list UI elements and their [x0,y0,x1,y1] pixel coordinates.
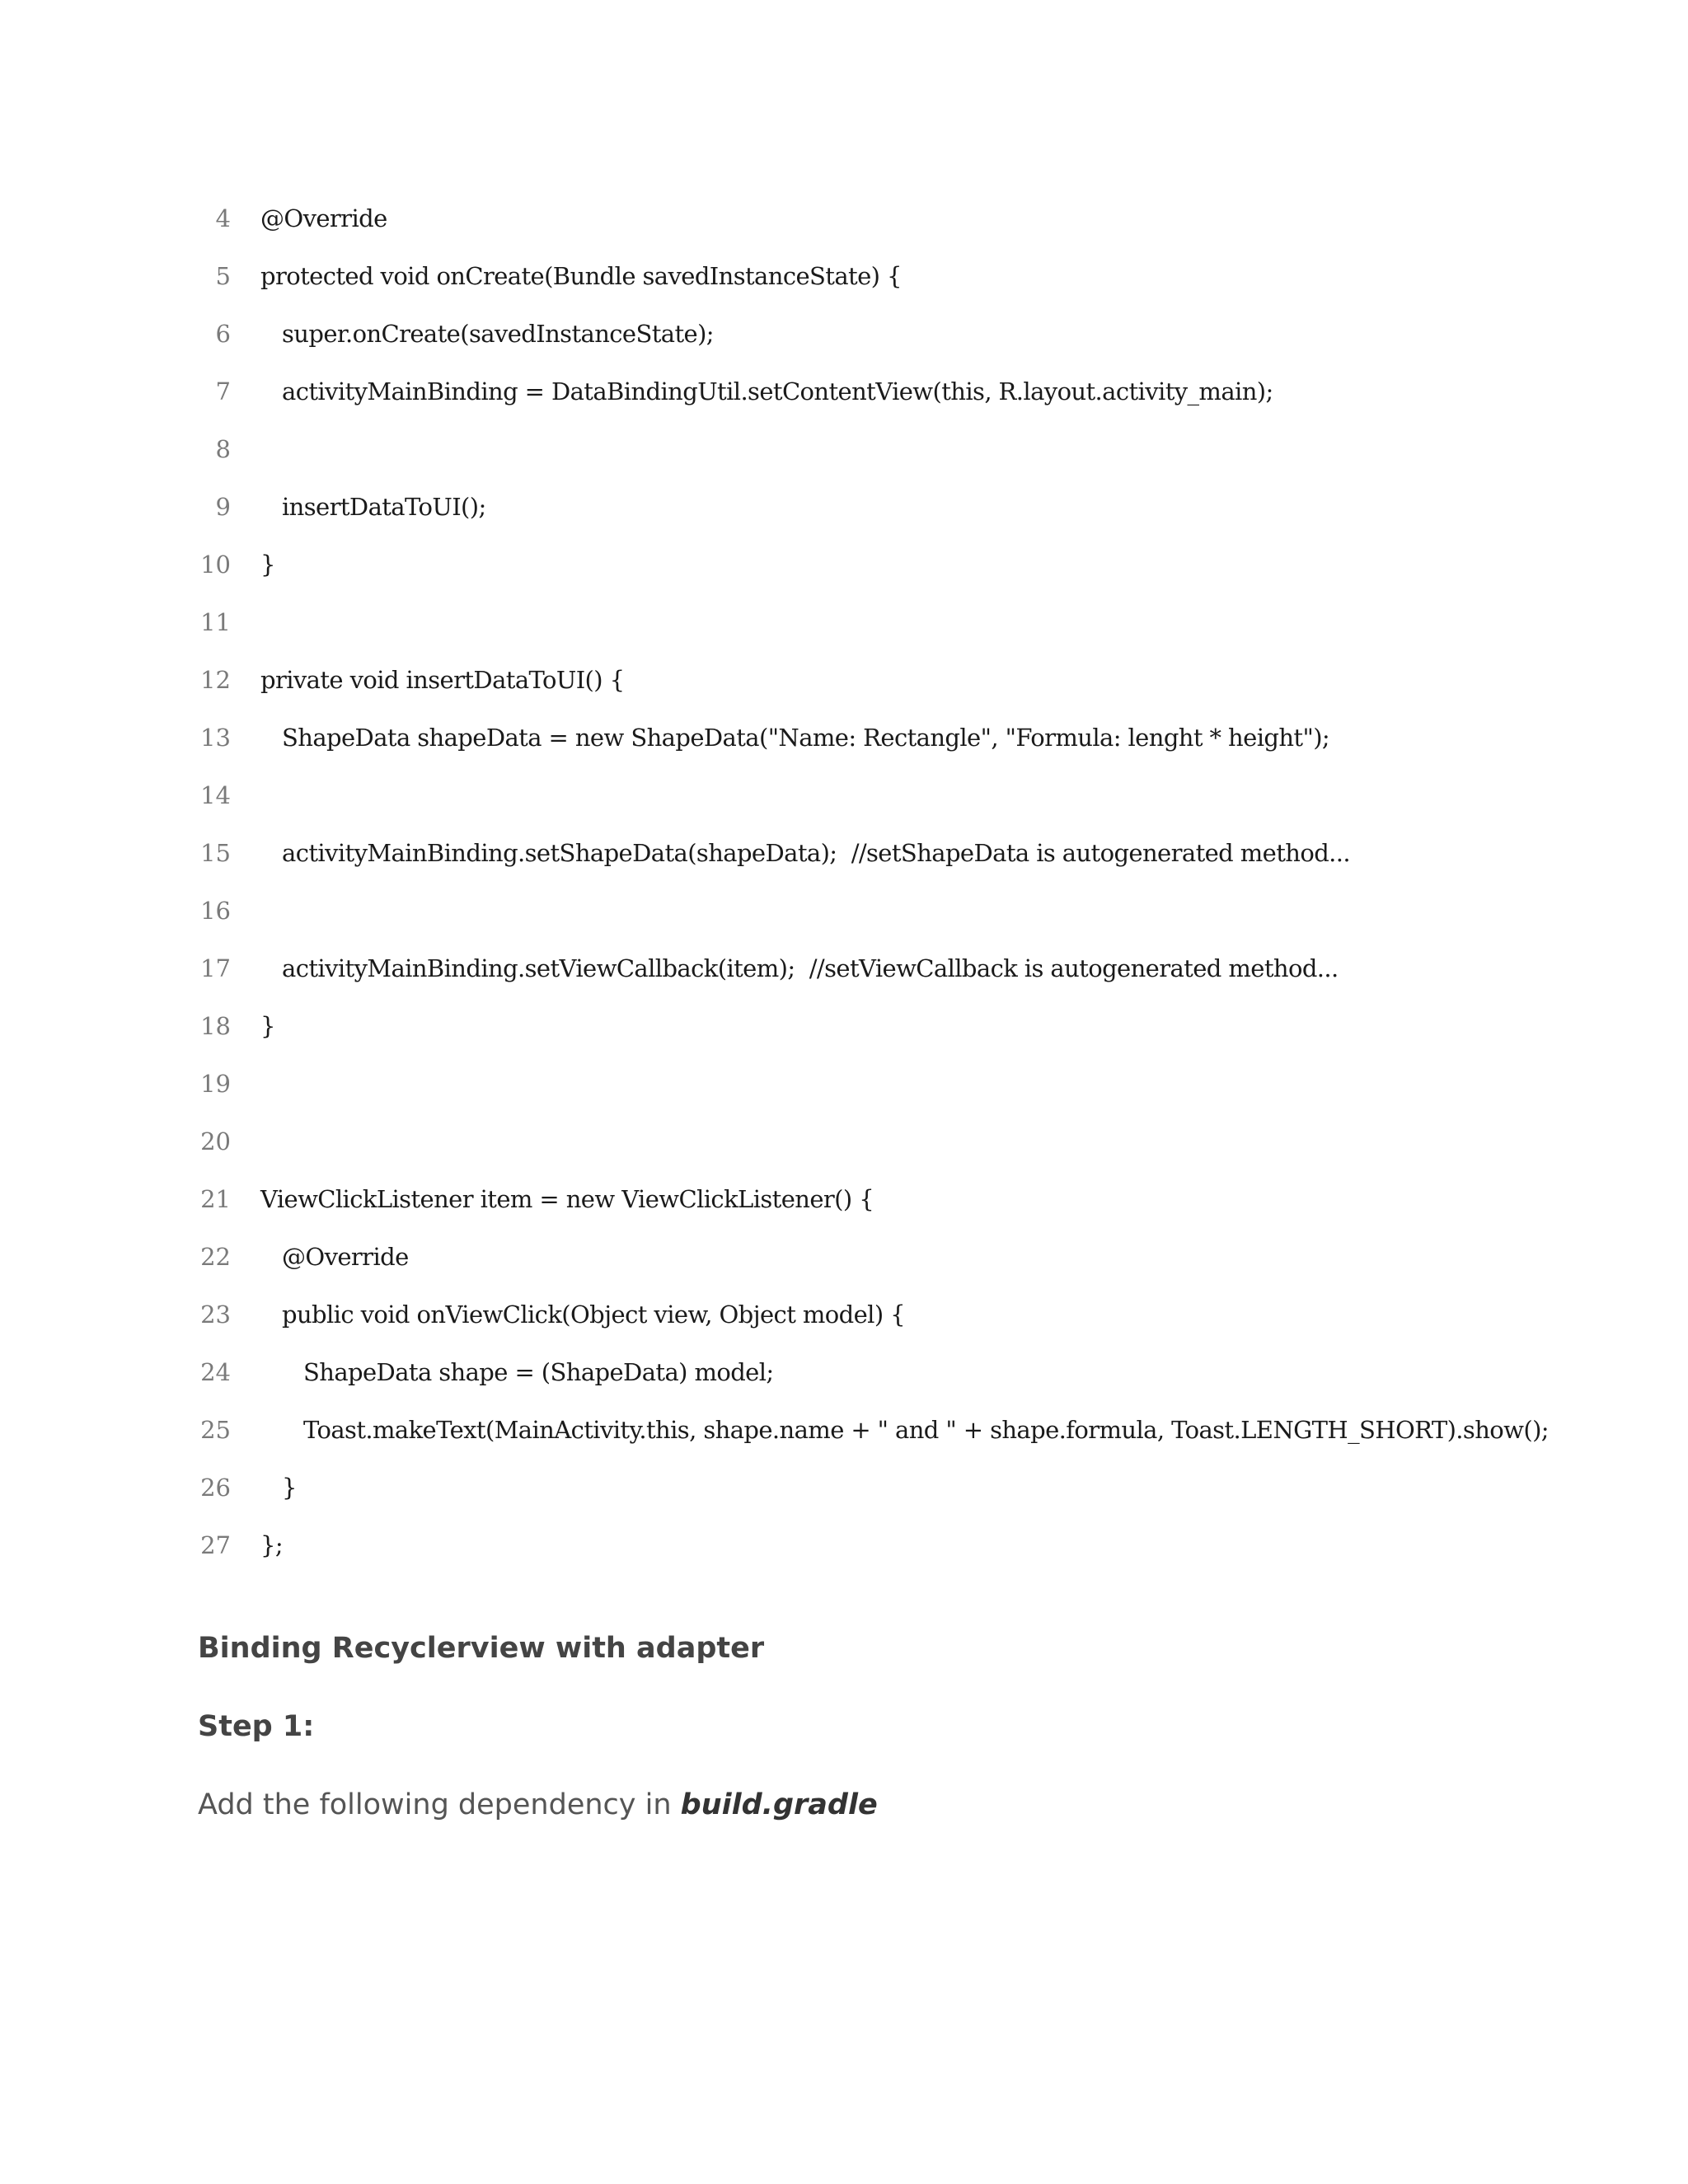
code-line [0,1117,1688,1174]
code-text: } [282,1474,297,1502]
code-text: activityMainBinding = DataBindingUtil.setContentView(this, R.layout.activity_main); [282,377,1273,405]
code-line [0,367,1688,424]
line-number: 26 [200,1474,231,1502]
code-text: ShapeData shapeData = new ShapeData("Name: Rectangle", "Formula: lenght * height"); [282,724,1330,752]
code-line [0,1059,1688,1117]
code-text: activityMainBinding.setViewCallback(item); //setViewCallback is autogenerated method... [282,954,1339,982]
line-number: 20 [200,1127,231,1155]
line-number: 27 [200,1531,231,1559]
line-number: 24 [200,1358,231,1386]
line-number: 16 [200,897,231,925]
code-line [0,482,1688,540]
line-number: 5 [215,262,231,290]
code-line [0,1290,1688,1347]
line-number: 9 [215,493,231,521]
line-number: 12 [200,666,231,694]
line-number: 18 [200,1012,231,1040]
code-text: private void insertDataToUI() { [260,666,625,694]
code-line [0,309,1688,367]
step-heading: Step 1: [198,1710,315,1743]
code-line [0,828,1688,886]
code-text: Toast.makeText(MainActivity.this, shape.name + " and " + shape.formula, Toast.LENGTH_SHORT).show(); [303,1416,1549,1444]
code-line [0,424,1688,482]
paragraph-text: Add the following dependency in [198,1788,681,1821]
line-number: 7 [215,377,231,405]
code-line [0,1463,1688,1521]
code-text: @Override [282,1243,409,1271]
code-text: super.onCreate(savedInstanceState); [282,320,714,348]
code-line [0,1405,1688,1463]
line-number: 25 [200,1416,231,1444]
line-number: 19 [200,1070,231,1098]
code-line [0,1347,1688,1405]
code-line [0,598,1688,655]
code-text: protected void onCreate(Bundle savedInstanceState) { [260,262,902,290]
code-line [0,771,1688,828]
code-line [0,251,1688,309]
line-number: 13 [200,724,231,752]
line-number: 4 [215,204,231,232]
code-block [0,194,1688,1578]
code-line [0,1174,1688,1232]
line-number: 21 [200,1185,231,1213]
code-text: insertDataToUI(); [282,493,486,521]
code-line [0,1001,1688,1059]
line-number: 17 [200,954,231,982]
code-text: }; [260,1531,284,1559]
code-line [0,194,1688,251]
line-number: 14 [200,781,231,809]
code-text: } [260,1012,275,1040]
line-number: 11 [200,608,231,636]
code-text: ShapeData shape = (ShapeData) model; [303,1358,774,1386]
code-line [0,944,1688,1001]
code-text: } [260,551,275,579]
code-text: public void onViewClick(Object view, Object model) { [282,1301,906,1329]
paragraph-emphasis: build.gradle [680,1788,878,1821]
code-line [0,540,1688,598]
line-number: 8 [215,435,231,463]
code-line [0,713,1688,771]
section-heading: Binding Recyclerview with adapter [198,1632,765,1665]
code-line [0,1232,1688,1290]
line-number: 15 [200,839,231,867]
code-line [0,1521,1688,1578]
line-number: 23 [200,1301,231,1329]
dependency-paragraph [198,1784,878,1825]
code-line [0,886,1688,944]
code-text: ViewClickListener item = new ViewClickListener() { [260,1185,874,1213]
code-line [0,655,1688,713]
line-number: 22 [200,1243,231,1271]
line-number: 6 [215,320,231,348]
code-text: @Override [260,204,387,232]
line-number: 10 [200,551,231,579]
code-text: activityMainBinding.setShapeData(shapeData); //setShapeData is autogenerated method... [282,839,1351,867]
